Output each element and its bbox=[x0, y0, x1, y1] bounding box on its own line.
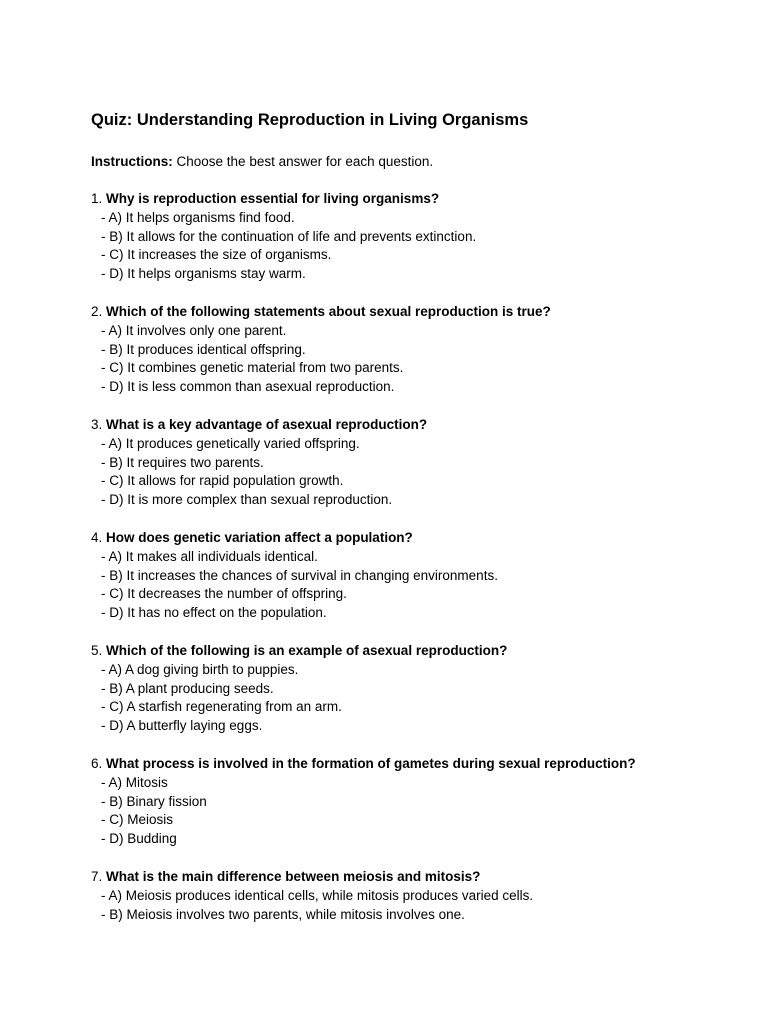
answer-option-d: - D) It has no effect on the population. bbox=[101, 605, 327, 621]
question-line bbox=[91, 416, 768, 435]
answer-option-c: - C) It combines genetic material from two parents. bbox=[101, 360, 404, 376]
answer-option-d: - D) It helps organisms stay warm. bbox=[101, 266, 306, 282]
answer-option-a: - A) Mitosis bbox=[101, 774, 168, 790]
question-2 bbox=[91, 303, 768, 397]
answer-option-b: - B) It allows for the continuation of life and prevents extinction. bbox=[101, 228, 477, 244]
answer-option-c: - C) It increases the size of organisms. bbox=[101, 247, 332, 263]
question-number: 1. bbox=[91, 191, 107, 206]
question-text: Which of the following is an example of asexual reproduction? bbox=[106, 642, 508, 658]
question-text: What process is involved in the formation of gametes during sexual reproduction? bbox=[106, 755, 636, 771]
instructions-label: Instructions: bbox=[91, 154, 173, 169]
answer-option-a: - A) A dog giving birth to puppies. bbox=[101, 661, 299, 677]
question-number: 2. bbox=[91, 303, 107, 319]
answer-option-a: - A) Meiosis produces identical cells, while mitosis produces varied cells. bbox=[101, 887, 534, 903]
answer-option-b: - B) It produces identical offspring. bbox=[101, 341, 306, 357]
question-line bbox=[91, 868, 768, 887]
question-line bbox=[91, 529, 768, 548]
question-4 bbox=[91, 529, 768, 623]
question-line bbox=[91, 755, 768, 774]
answer-option-d: - D) It is less common than asexual reproduction. bbox=[101, 379, 395, 395]
answer-option-c: - C) It decreases the number of offspring. bbox=[101, 586, 347, 602]
question-number: 5. bbox=[91, 642, 107, 658]
instructions-text: Choose the best answer for each question. bbox=[172, 154, 434, 169]
answer-option-a: - A) It makes all individuals identical. bbox=[101, 548, 318, 564]
question-text: Which of the following statements about sexual reproduction is true? bbox=[106, 303, 551, 319]
answer-option-a: - A) It produces genetically varied offspring. bbox=[101, 435, 360, 451]
answer-option-c: - C) It allows for rapid population growth. bbox=[101, 473, 344, 489]
answer-option-d: - D) A butterfly laying eggs. bbox=[101, 718, 263, 734]
question-number: 6. bbox=[91, 755, 107, 771]
answer-option-b: - B) It increases the chances of survival in changing environments. bbox=[101, 567, 498, 583]
answer-option-b: - B) It requires two parents. bbox=[101, 454, 264, 470]
question-line bbox=[91, 642, 768, 661]
question-line bbox=[91, 303, 768, 322]
answer-option-c: - C) Meiosis bbox=[101, 812, 174, 828]
question-text: How does genetic variation affect a population? bbox=[106, 529, 413, 545]
question-number: 3. bbox=[91, 416, 107, 432]
question-number: 7. bbox=[91, 868, 107, 884]
answer-option-b: - B) Meiosis involves two parents, while mitosis involves one. bbox=[101, 906, 465, 922]
answer-option-a: - A) It helps organisms find food. bbox=[101, 209, 295, 225]
question-number: 4. bbox=[91, 529, 107, 545]
instructions bbox=[91, 153, 768, 171]
answer-option-a: - A) It involves only one parent. bbox=[101, 322, 287, 338]
question-7 bbox=[91, 868, 768, 924]
question-text: What is the main difference between meiosis and mitosis? bbox=[106, 868, 481, 884]
question-line bbox=[91, 190, 768, 209]
answer-option-d: - D) It is more complex than sexual reproduction. bbox=[101, 492, 393, 508]
quiz-title: Quiz: Understanding Reproduction in Living Organisms bbox=[91, 111, 529, 129]
answer-option-d: - D) Budding bbox=[101, 831, 177, 847]
question-3 bbox=[91, 416, 768, 510]
question-5 bbox=[91, 642, 768, 736]
question-text: Why is reproduction essential for living organisms? bbox=[106, 191, 440, 206]
answer-option-c: - C) A starfish regenerating from an arm. bbox=[101, 699, 342, 715]
answer-option-b: - B) Binary fission bbox=[101, 793, 207, 809]
answer-option-b: - B) A plant producing seeds. bbox=[101, 680, 274, 696]
question-1 bbox=[91, 190, 768, 284]
question-6 bbox=[91, 755, 768, 849]
question-text: What is a key advantage of asexual reproduction? bbox=[106, 416, 428, 432]
